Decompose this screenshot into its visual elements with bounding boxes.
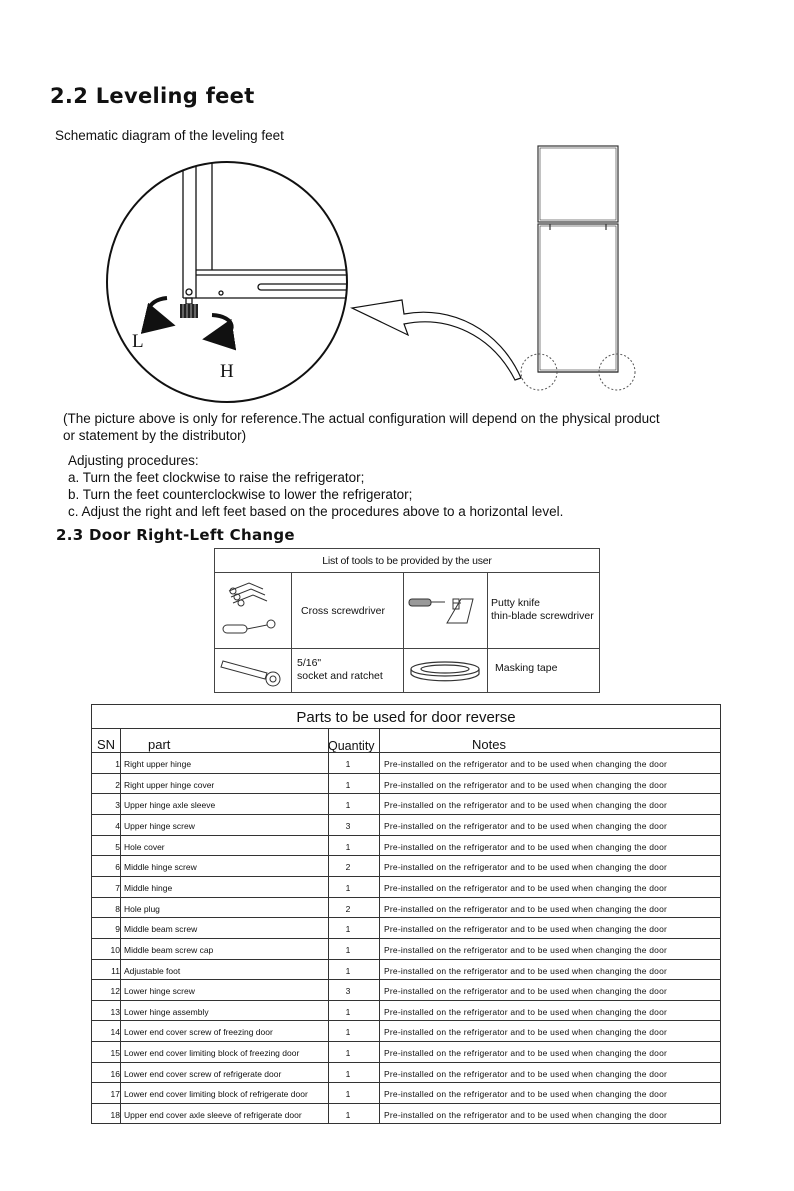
parts-table-title: Parts to be used for door reverse: [92, 705, 720, 729]
table-row: [92, 959, 720, 979]
row-notes: Pre-installed on the refrigerator and to be used when changing the door: [384, 1089, 668, 1100]
table-row: [92, 876, 720, 896]
table-row: [92, 773, 720, 793]
table-row: [92, 793, 720, 813]
reference-note: [63, 410, 763, 444]
putty-knife-label-line-2: thin-blade screwdriver: [491, 610, 594, 622]
table-row: [92, 1000, 720, 1020]
row-notes: Pre-installed on the refrigerator and to be used when changing the door: [384, 1027, 668, 1038]
procedure-b: b. Turn the feet counterclockwise to lower the refrigerator;: [68, 487, 413, 502]
row-part: Lower end cover screw of refrigerate door: [124, 1068, 282, 1079]
row-sn: 8: [115, 903, 120, 914]
table-row: [92, 1020, 720, 1040]
row-sn: 18: [110, 1110, 120, 1121]
cross-screwdriver-label: Cross screwdriver: [301, 605, 386, 617]
row-sn: 6: [115, 862, 120, 873]
screwdriver-set-icon: [219, 579, 287, 643]
row-quantity: 1: [345, 779, 351, 790]
socket-ratchet-label: [297, 657, 383, 683]
row-part: Adjustable foot: [124, 965, 181, 976]
putty-knife-label-line-1: Putty knife: [491, 597, 541, 609]
row-part: Middle beam screw: [124, 924, 198, 935]
row-part: Upper hinge axle sleeve: [124, 800, 216, 811]
section-2-3-heading: [56, 526, 295, 544]
label-h: H: [220, 361, 234, 382]
masking-tape-label: Masking tape: [495, 662, 558, 674]
pointer-arrow-icon: [352, 300, 521, 380]
tools-table-caption: List of tools to be provided by the user: [215, 549, 599, 573]
section-number: 2.: [56, 526, 73, 544]
row-part: Lower end cover limiting block of refrigerate door: [124, 1089, 308, 1100]
row-sn: 3: [115, 800, 120, 811]
section-title: Door Right-Left Change: [89, 526, 295, 544]
table-row: [92, 1062, 720, 1082]
row-quantity: 1: [345, 1027, 351, 1038]
row-sn: 17: [110, 1089, 120, 1100]
leveling-feet-diagram: [0, 0, 794, 420]
row-sn: 10: [110, 944, 120, 955]
row-sn: 9: [115, 924, 120, 935]
row-part: Lower end cover screw of freezing door: [124, 1027, 273, 1038]
reference-note-line-1: (The picture above is only for reference.The actual configuration will depend on the physical product: [63, 411, 660, 426]
section-number: 2.: [50, 84, 74, 108]
row-notes: Pre-installed on the refrigerator and to be used when changing the door: [384, 986, 668, 997]
refrigerator-outline: [538, 146, 618, 372]
section-title: Leveling feet: [95, 84, 255, 108]
row-sn: 7: [115, 882, 120, 893]
row-part: Middle hinge: [124, 882, 173, 893]
socket-ratchet-icon: [219, 653, 287, 689]
parts-table: [91, 704, 721, 1124]
table-row: [92, 835, 720, 855]
procedure-a: a. Turn the feet clockwise to raise the refrigerator;: [68, 470, 365, 485]
row-quantity: 1: [345, 882, 351, 893]
row-part: Hole cover: [124, 841, 165, 852]
row-notes: Pre-installed on the refrigerator and to be used when changing the door: [384, 882, 668, 893]
row-quantity: 1: [345, 1048, 351, 1059]
socket-label-line-1: 5/16": [297, 657, 322, 669]
adjusting-procedures: [68, 452, 563, 520]
row-sn: 16: [110, 1068, 120, 1079]
row-notes: Pre-installed on the refrigerator and to be used when changing the door: [384, 779, 668, 790]
row-sn: 15: [110, 1048, 120, 1059]
row-notes: Pre-installed on the refrigerator and to be used when changing the door: [384, 759, 668, 769]
header-quantity: Quantity: [328, 739, 375, 753]
row-notes: Pre-installed on the refrigerator and to be used when changing the door: [384, 1068, 668, 1079]
row-notes: Pre-installed on the refrigerator and to be used when changing the door: [384, 841, 668, 852]
table-row: [92, 752, 720, 772]
row-quantity: 1: [345, 965, 351, 976]
schematic-caption: Schematic diagram of the leveling feet: [55, 128, 284, 143]
row-part: Lower hinge screw: [124, 986, 195, 997]
table-row: [92, 814, 720, 834]
row-quantity: 3: [345, 820, 351, 831]
header-sn: SN: [97, 737, 116, 752]
row-sn: 11: [111, 965, 120, 976]
row-quantity: 1: [345, 1110, 351, 1121]
row-quantity: 1: [345, 800, 351, 811]
header-notes: Notes: [472, 737, 506, 752]
row-part: Middle beam screw cap: [124, 944, 214, 955]
row-quantity: 2: [345, 903, 351, 914]
row-notes: Pre-installed on the refrigerator and to be used when changing the door: [384, 820, 668, 831]
table-row: [92, 1041, 720, 1061]
table-row: [92, 917, 720, 937]
row-quantity: 1: [345, 759, 351, 769]
row-sn: 13: [110, 1006, 120, 1017]
row-notes: Pre-installed on the refrigerator and to be used when changing the door: [384, 944, 668, 955]
table-row: [92, 938, 720, 958]
row-quantity: 1: [345, 1068, 351, 1079]
reference-note-line-2: or statement by the distributor): [63, 428, 247, 443]
row-notes: Pre-installed on the refrigerator and to be used when changing the door: [384, 800, 668, 811]
row-part: Lower hinge assembly: [124, 1006, 209, 1017]
section-subnumber: 3: [72, 526, 84, 544]
label-l: L: [132, 331, 144, 352]
masking-tape-icon: [407, 657, 483, 687]
row-sn: 14: [110, 1027, 120, 1038]
table-row: [92, 897, 720, 917]
row-notes: Pre-installed on the refrigerator and to be used when changing the door: [384, 1110, 668, 1121]
row-quantity: 1: [345, 841, 351, 852]
table-row: [92, 855, 720, 875]
row-part: Upper hinge screw: [124, 820, 195, 831]
procedures-heading: Adjusting procedures:: [68, 453, 199, 468]
table-row: [92, 1082, 720, 1102]
putty-knife-label: [491, 597, 594, 623]
tools-table: [214, 548, 600, 693]
row-quantity: 1: [345, 944, 351, 955]
row-notes: Pre-installed on the refrigerator and to be used when changing the door: [384, 1006, 668, 1017]
row-quantity: 1: [345, 924, 351, 935]
socket-label-line-2: socket and ratchet: [297, 670, 383, 682]
row-sn: 5: [115, 841, 120, 852]
row-notes: Pre-installed on the refrigerator and to be used when changing the door: [384, 965, 668, 976]
row-sn: 2: [115, 779, 120, 790]
row-part: Hole plug: [124, 903, 160, 914]
row-quantity: 1: [345, 1089, 351, 1100]
row-quantity: 1: [345, 1006, 351, 1017]
row-notes: Pre-installed on the refrigerator and to be used when changing the door: [384, 903, 668, 914]
row-notes: Pre-installed on the refrigerator and to be used when changing the door: [384, 924, 668, 935]
row-quantity: 2: [345, 862, 351, 873]
row-part: Right upper hinge cover: [124, 779, 215, 790]
row-sn: 4: [115, 820, 120, 831]
table-row: [92, 979, 720, 999]
putty-knife-icon: [407, 593, 483, 633]
row-notes: Pre-installed on the refrigerator and to be used when changing the door: [384, 862, 668, 873]
row-sn: 1: [115, 759, 120, 769]
row-notes: Pre-installed on the refrigerator and to be used when changing the door: [384, 1048, 668, 1059]
section-subnumber: 2: [73, 84, 89, 108]
table-row: [92, 1103, 720, 1123]
row-sn: 12: [110, 986, 120, 997]
row-part: Right upper hinge: [124, 759, 192, 769]
header-part: part: [148, 737, 171, 752]
procedure-c: c. Adjust the right and left feet based on the procedures above to a horizontal level.: [68, 504, 564, 519]
row-part: Middle hinge screw: [124, 862, 197, 873]
row-part: Lower end cover limiting block of freezing door: [124, 1048, 300, 1059]
row-part: Upper end cover axle sleeve of refrigerate door: [124, 1110, 302, 1121]
row-quantity: 3: [345, 986, 351, 997]
